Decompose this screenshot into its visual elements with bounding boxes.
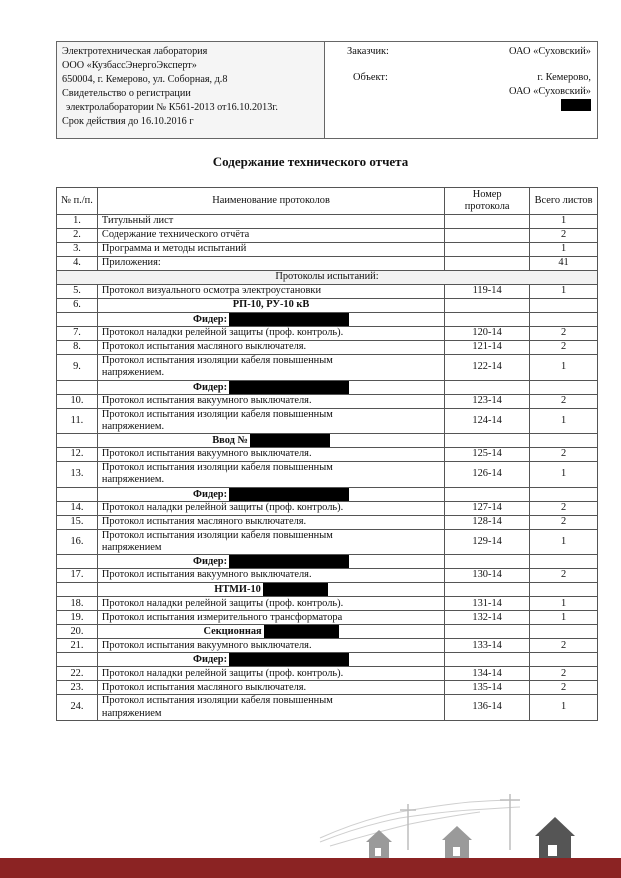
table-row [57,313,598,327]
table-row [57,408,598,433]
subsection-label: Секционная [203,626,262,638]
row-protocol: 136-14 [445,695,530,720]
row-protocol: 133-14 [445,639,530,653]
row-number: 7. [57,327,98,341]
customer-info [325,42,597,138]
row-protocol: 135-14 [445,681,530,695]
header-number: № п./п. [57,188,98,215]
row-sheets: 1 [530,462,598,487]
row-name: Протокол испытания масляного выключателя. [97,515,444,529]
table-row [57,243,598,257]
row-name: Приложения: [97,257,444,271]
subsection-name [97,487,444,501]
row-number: 1. [57,215,98,229]
table-row [57,271,598,285]
object-label: Объект: [353,72,388,83]
header-sheets: Всего листов [530,188,598,215]
row-protocol: 130-14 [445,569,530,583]
house-large-icon [535,817,575,858]
row-name: Содержание технического отчёта [97,229,444,243]
table-row [57,639,598,653]
table-row [57,695,598,720]
row-sheets [530,380,598,394]
table-row [57,448,598,462]
row-protocol: 120-14 [445,327,530,341]
table-row [57,285,598,299]
row-name: Протокол испытания измерительного трансформатора [97,611,444,625]
redacted-block [229,381,349,394]
redacted-block [229,555,349,568]
subsection-label: Фидер: [193,488,228,500]
redacted-block [264,625,339,638]
row-protocol: 125-14 [445,448,530,462]
row-name: Протокол испытания масляного выключателя. [97,341,444,355]
row-protocol: 121-14 [445,341,530,355]
row-sheets: 2 [530,327,598,341]
row-number: 17. [57,569,98,583]
row-sheets [530,555,598,569]
subsection-label: Фидер: [193,654,228,666]
row-sheets [530,434,598,448]
row-number: 12. [57,448,98,462]
subsection-name [97,625,444,639]
subsection-name [97,380,444,394]
table-row [57,667,598,681]
row-name-line2: напряжением. [101,420,165,432]
row-sheets [530,625,598,639]
table-row [57,462,598,487]
table-row [57,215,598,229]
row-protocol [445,625,530,639]
report-header-box [56,41,598,139]
laboratory-info [57,42,325,138]
row-protocol [445,653,530,667]
row-sheets: 2 [530,639,598,653]
subsection-label: Фидер: [193,313,228,325]
subsection-label: Фидер: [193,381,228,393]
row-number [57,487,98,501]
table-row [57,380,598,394]
row-protocol [445,229,530,243]
row-protocol [445,434,530,448]
row-number: 10. [57,394,98,408]
row-sheets [530,653,598,667]
row-number [57,434,98,448]
table-row [57,327,598,341]
contents-table [56,187,598,721]
row-sheets: 2 [530,229,598,243]
row-name-line1: Протокол испытания изоляции кабеля повышенным [101,529,333,541]
row-number: 4. [57,257,98,271]
row-sheets: 1 [530,408,598,433]
row-protocol [445,380,530,394]
subsection-name [97,299,444,313]
row-name: Программа и методы испытаний [97,243,444,257]
row-name: Протокол наладки релейной защиты (проф. контроль). [97,597,444,611]
table-row [57,597,598,611]
row-protocol [445,313,530,327]
table-body [57,215,598,721]
table-row [57,555,598,569]
table-row [57,569,598,583]
row-name-line2: напряжением [101,707,162,719]
object-value-line1: г. Кемерово, [537,72,591,83]
footer-band [0,858,621,878]
row-protocol: 124-14 [445,408,530,433]
row-sheets: 2 [530,569,598,583]
row-protocol: 127-14 [445,501,530,515]
table-row [57,487,598,501]
row-sheets [530,583,598,597]
row-name [97,355,444,380]
row-sheets: 2 [530,681,598,695]
table-row [57,653,598,667]
row-name: Протокол испытания вакуумного выключателя. [97,448,444,462]
row-sheets [530,313,598,327]
row-number: 19. [57,611,98,625]
row-protocol: 122-14 [445,355,530,380]
redacted-block [229,313,349,326]
row-name: Протокол испытания вакуумного выключателя. [97,394,444,408]
power-line-wires [320,800,520,846]
row-name-line1: Протокол испытания изоляции кабеля повышенным [101,408,333,420]
row-name [97,408,444,433]
subsection-name [97,434,444,448]
row-protocol: 132-14 [445,611,530,625]
table-row [57,355,598,380]
table-row [57,529,598,554]
table-row [57,625,598,639]
row-sheets: 1 [530,355,598,380]
row-protocol: 129-14 [445,529,530,554]
row-number: 9. [57,355,98,380]
subsection-name [97,555,444,569]
header-name: Наименование протоколов [97,188,444,215]
table-row [57,515,598,529]
subsection-label: Ввод № [212,434,248,446]
redacted-block [250,434,330,447]
row-sheets: 2 [530,501,598,515]
row-protocol: 123-14 [445,394,530,408]
row-sheets: 1 [530,695,598,720]
row-sheets [530,299,598,313]
subsection-name [97,653,444,667]
row-protocol: 134-14 [445,667,530,681]
row-protocol [445,215,530,229]
row-sheets: 1 [530,597,598,611]
table-row [57,394,598,408]
table-row [57,583,598,597]
power-lines-illustration [0,790,621,878]
row-protocol [445,257,530,271]
row-number: 18. [57,597,98,611]
row-number: 24. [57,695,98,720]
row-number: 2. [57,229,98,243]
row-number [57,380,98,394]
row-name-line2: напряжением [101,541,162,553]
subsection-name [97,583,444,597]
row-name-line1: Протокол испытания изоляции кабеля повышенным [101,695,333,707]
lab-line-2: ООО «КузбассЭнергоЭксперт» [62,59,197,71]
row-protocol [445,583,530,597]
row-protocol: 119-14 [445,285,530,299]
row-number: 20. [57,625,98,639]
row-number: 14. [57,501,98,515]
house-medium-icon [442,826,472,858]
row-number [57,653,98,667]
row-number: 11. [57,408,98,433]
row-number: 15. [57,515,98,529]
row-sheets: 2 [530,515,598,529]
row-protocol: 128-14 [445,515,530,529]
row-name: Протокол наладки релейной защиты (проф. контроль). [97,501,444,515]
row-sheets: 2 [530,341,598,355]
document-title: Содержание технического отчета [212,154,409,169]
redacted-block [229,488,349,501]
table-row [57,341,598,355]
row-protocol [445,487,530,501]
table-row [57,611,598,625]
row-name-line1: Протокол испытания изоляции кабеля повышенным [101,462,333,474]
row-name: Протокол визуального осмотра электроустановки [97,285,444,299]
row-number: 13. [57,462,98,487]
subsection-label: Фидер: [193,555,228,567]
subsection-label: НТМИ-10 [214,583,261,595]
row-number [57,583,98,597]
redacted-object [561,99,591,111]
row-protocol: 126-14 [445,462,530,487]
lab-line-6: Срок действия до 16.10.2016 г [62,115,194,127]
redacted-block [229,653,349,666]
row-sheets: 2 [530,667,598,681]
row-name-line2: напряжением. [101,367,165,379]
row-sheets: 1 [530,611,598,625]
table-row [57,299,598,313]
row-number: 21. [57,639,98,653]
table-header-row [57,188,598,215]
row-sheets: 1 [530,529,598,554]
header-protocol: Номер протокола [445,188,530,215]
customer-value: ОАО «Суховский» [509,46,591,57]
row-protocol [445,243,530,257]
row-name: Протокол наладки релейной защиты (проф. контроль). [97,667,444,681]
table-row [57,257,598,271]
row-sheets: 1 [530,285,598,299]
section-heading: Протоколы испытаний: [57,271,598,285]
row-number: 6. [57,299,98,313]
row-sheets: 1 [530,215,598,229]
lab-line-4: Свидетельство о регистрации [62,87,191,99]
row-sheets [530,487,598,501]
row-number: 8. [57,341,98,355]
lab-line-5: электролаборатории № К561-2013 от16.10.2013г. [66,101,278,113]
row-name [97,695,444,720]
table-row [57,681,598,695]
row-number [57,555,98,569]
row-number [57,313,98,327]
subsection-label: РП-10, РУ-10 кВ [232,299,310,311]
row-name: Титульный лист [97,215,444,229]
row-sheets: 2 [530,448,598,462]
row-number: 16. [57,529,98,554]
subsection-name [97,313,444,327]
row-sheets: 1 [530,243,598,257]
table-row [57,434,598,448]
row-name-line1: Протокол испытания изоляции кабеля повышенным [101,355,333,367]
row-name: Протокол испытания вакуумного выключателя. [97,639,444,653]
row-protocol: 131-14 [445,597,530,611]
customer-label: Заказчик: [347,46,389,57]
row-sheets: 41 [530,257,598,271]
row-name: Протокол испытания вакуумного выключателя. [97,569,444,583]
table-row [57,501,598,515]
row-name [97,462,444,487]
row-number: 5. [57,285,98,299]
lab-line-3: 650004, г. Кемерово, ул. Соборная, д.8 [62,73,228,85]
row-number: 22. [57,667,98,681]
row-number: 3. [57,243,98,257]
row-sheets: 2 [530,394,598,408]
lab-line-1: Электротехническая лаборатория [62,46,208,57]
row-name [97,529,444,554]
row-number: 23. [57,681,98,695]
row-name: Протокол наладки релейной защиты (проф. контроль). [97,327,444,341]
row-protocol [445,555,530,569]
redacted-block [263,583,328,596]
object-value-line2: ОАО «Суховский» [509,86,591,97]
row-protocol [445,299,530,313]
row-name-line2: напряжением. [101,474,165,486]
row-name: Протокол испытания масляного выключателя. [97,681,444,695]
table-row [57,229,598,243]
